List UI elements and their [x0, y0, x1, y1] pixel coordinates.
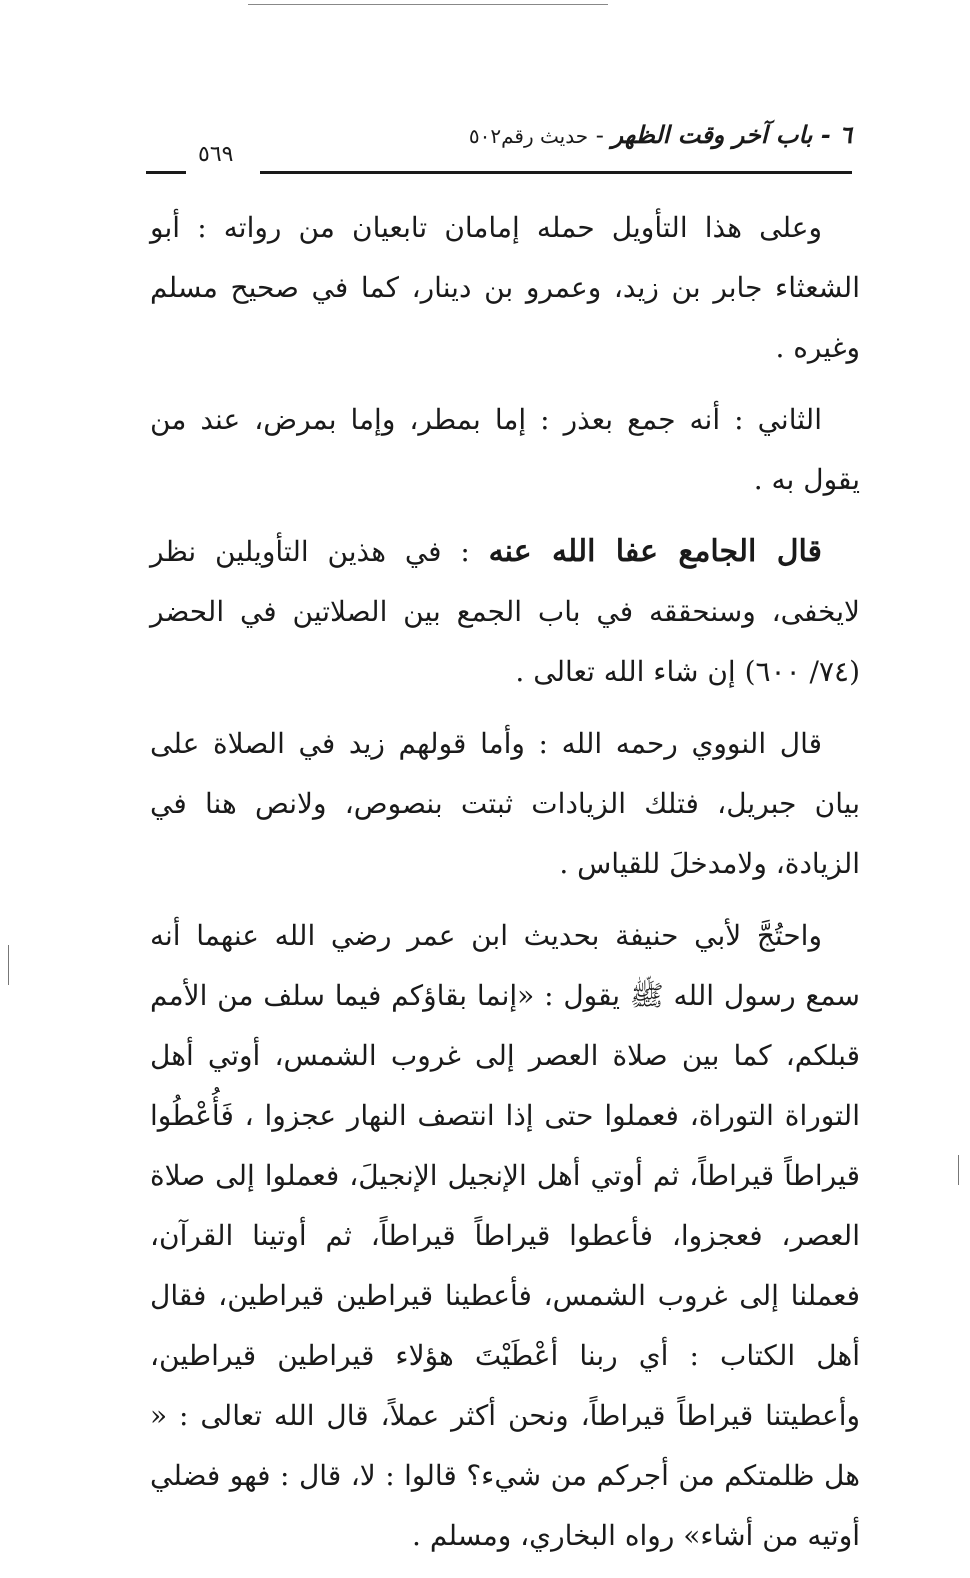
body-text	[150, 198, 860, 1578]
speaker-label: قال الجامع عفا الله عنه	[488, 534, 822, 569]
paragraph-text: قال النووي رحمه الله : وأما قولهم زيد في الصلاة على بيان جبريل، فتلك الزيادات ثبتت بنصوص، ولانص هنا في الزيادة، ولامدخلَ للقياس .	[150, 727, 860, 880]
scan-margin-mark	[958, 1155, 959, 1185]
page-number-rule	[146, 171, 186, 174]
page-header	[140, 120, 852, 180]
title-separator: -	[588, 121, 612, 149]
running-title	[469, 120, 852, 149]
paragraph-text: وعلى هذا التأويل حمله إمامان تابعيان من رواته : أبو الشعثاء جابر بن زيد، وعمرو بن دينار، كما في صحيح مسلم وغيره .	[150, 211, 860, 364]
paragraph-text: : في هذين التأويلين نظر لايخفى، وسنحققه في باب الجمع بين الصلاتين في الحضر (٧٤/ ٦٠٠) إن شاء الله تعالى .	[150, 535, 860, 688]
paragraph-nawawi	[150, 714, 860, 894]
top-scan-rule	[248, 4, 608, 5]
paragraph-text: الثاني : أنه جمع بعذر : إما بمطر، وإما بمرض، عند من يقول به .	[150, 403, 860, 496]
paragraph-text: واحتُجَّ لأبي حنيفة بحديث ابن عمر رضي الله عنهما أنه سمع رسول الله ﷺ يقول : «إنما بقاؤكم فيما سلف من الأمم قبلكم، كما بين صلاة العصر إلى غروب الشمس، أوتي أهل التوراة التوراة، فعملوا حتى إذا انتصف النهار عجزوا ، فَأُعْطُوا قيراطاً قيراطاً، ثم أوتي أهل الإنجيل الإنجيلَ، فعملوا إلى صلاة العصر، فعجزوا، فأعطوا قيراطاً قيراطاً، ثم أوتينا القرآن، فعملنا إلى غروب الشمس، فأعطينا قيراطين قيراطين، فقال أهل الكتاب : أي ربنا أعْطَيْتَ هؤلاء قيراطين قيراطين، وأعطيتنا قيراطاً قيراطاً، ونحن أكثر عملاً، قال الله تعالى : « هل ظلمتكم من أجركم من شيء؟ قالوا : لا، قال : فهو فضلي أوتيه من أشاء» رواه البخاري، ومسلم .	[150, 919, 860, 1552]
page-number: ٥٦٩	[198, 142, 234, 167]
chapter-title: ٦ - باب آخر وقت الظهر	[611, 120, 852, 149]
header-rule	[260, 171, 852, 174]
scan-margin-mark	[8, 945, 9, 985]
paragraph-hadith-ibn-umar	[150, 906, 860, 1566]
hadith-reference: حديث رقم٥٠٢	[468, 124, 589, 148]
paragraph-tawil	[150, 198, 860, 378]
paragraph-compiler-note	[150, 522, 860, 702]
paragraph-second-reason	[150, 390, 860, 510]
